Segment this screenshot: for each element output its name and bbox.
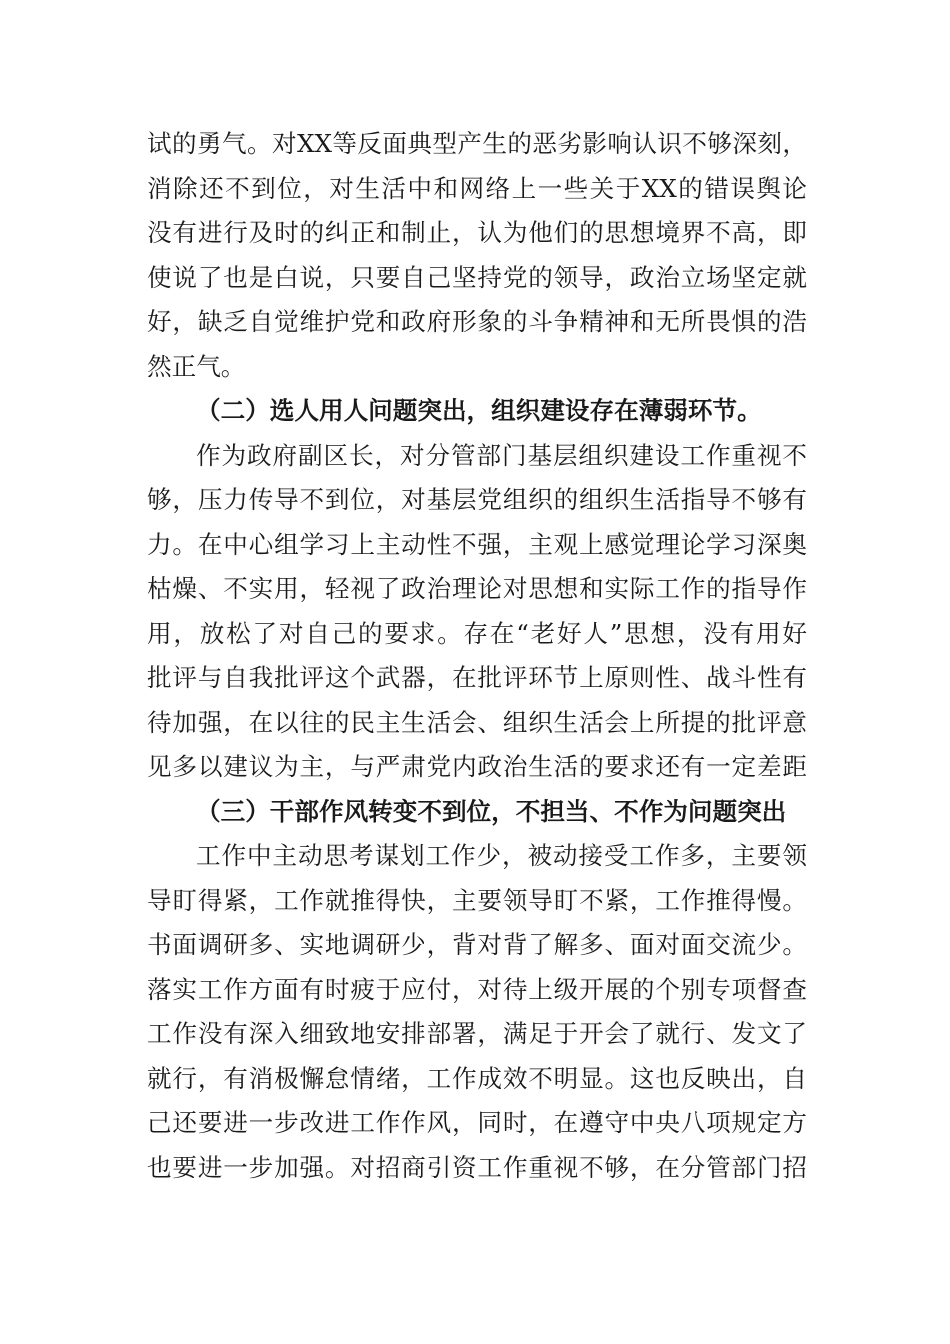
paragraph-line: 力。在中心组学习上主动性不强，主观上感觉理论学习深奥 xyxy=(147,529,807,559)
document-body xyxy=(147,122,807,1190)
paragraph-line: 工作中主动思考谋划工作少，被动接受工作多，主要领 xyxy=(196,841,807,870)
section-heading-2: （二）选人用人问题突出，组织建设存在薄弱环节。 xyxy=(196,396,762,425)
paragraph-line: 够，压力传导不到位，对基层党组织的组织生活指导不够有 xyxy=(147,485,807,514)
paragraph-line: 也要进一步加强。对招商引资工作重视不够，在分管部门招 xyxy=(147,1152,807,1182)
paragraph-line: 批评与自我批评这个武器，在批评环节上原则性、战斗性有 xyxy=(147,663,807,692)
paragraph-line: 就行，有消极懈怠情绪，工作成效不明显。这也反映出，自 xyxy=(147,1063,807,1093)
paragraph-line: 己还要进一步改进工作作风，同时，在遵守中央八项规定方 xyxy=(147,1108,807,1137)
paragraph-line: 用，放松了对自己的要求。存在“老好人”思想，没有用好 xyxy=(147,618,807,648)
paragraph-line: 导盯得紧，工作就推得快，主要领导盯不紧，工作推得慢。 xyxy=(147,885,807,915)
paragraph-line: 作为政府副区长，对分管部门基层组织建设工作重视不 xyxy=(196,440,807,470)
paragraph-line: 然正气。 xyxy=(147,351,246,381)
paragraph-1 xyxy=(147,122,807,389)
paragraph-line: 使说了也是白说，只要自己坚持党的领导，政治立场坚定就 xyxy=(147,262,807,292)
paragraph-line: 没有进行及时的纠正和制止，认为他们的思想境界不高，即 xyxy=(147,218,807,247)
paragraph-line: 好，缺乏自觉维护党和政府形象的斗争精神和无所畏惧的浩 xyxy=(147,307,807,336)
paragraph-line: 工作没有深入细致地安排部署，满足于开会了就行、发文了 xyxy=(147,1019,807,1048)
paragraph-2 xyxy=(147,434,807,790)
paragraph-line: 书面调研多、实地调研少，背对背了解多、面对面交流少。 xyxy=(147,930,807,959)
paragraph-line: 待加强，在以往的民主生活会、组织生活会上所提的批评意 xyxy=(147,707,807,737)
paragraph-line: 消除还不到位，对生活中和网络上一些关于XX的错误舆论 xyxy=(147,173,807,203)
paragraph-line: 落实工作方面有时疲于应付，对待上级开展的个别专项督查 xyxy=(147,974,807,1004)
paragraph-3 xyxy=(147,834,807,1190)
paragraph-line: 试的勇气。对XX等反面典型产生的恶劣影响认识不够深刻， xyxy=(147,129,807,158)
section-heading-3: （三）干部作风转变不到位，不担当、不作为问题突出 xyxy=(196,796,787,826)
paragraph-line: 枯燥、不实用，轻视了政治理论对思想和实际工作的指导作 xyxy=(147,574,807,603)
paragraph-line: 见多以建议为主，与严肃党内政治生活的要求还有一定差距 xyxy=(147,752,807,781)
